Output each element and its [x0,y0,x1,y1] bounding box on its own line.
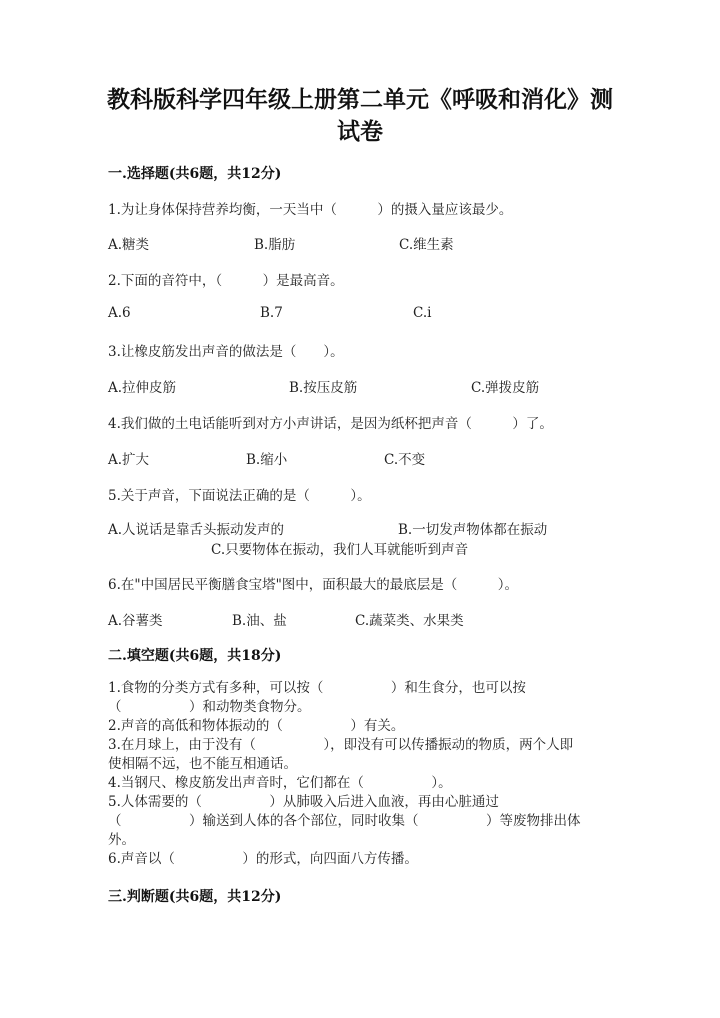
option-c: C.i [413,305,432,321]
fill-question [108,850,618,869]
fill-line: 使相隔不远，也不能互相通话。 [108,756,297,772]
option-a: A.扩大 [108,452,150,468]
fill-question [108,736,618,774]
fill-question [108,793,618,850]
question-text: 3.让橡皮筋发出声音的做法是（ ）。 [108,344,344,360]
fill-question [108,717,618,736]
section-heading-fill: 二.填空题(共6题，共18分) [108,648,282,664]
section-heading-choice: 一.选择题(共6题，共12分) [108,166,282,182]
question-text: 4.我们做的土电话能听到对方小声讲话，是因为纸杯把声音（ ）了。 [108,416,553,432]
fill-line: 外。 [108,832,135,848]
option-c: C.不变 [384,452,426,468]
option-a: A.6 [108,305,131,321]
option-b: B.7 [260,305,283,321]
title-line-2: 试卷 [337,118,383,145]
question-text: 6.在"中国居民平衡膳食宝塔"图中，面积最大的最底层是（ ）。 [108,577,519,593]
option-b: B.油、盐 [232,613,287,629]
title-line-1: 教科版科学四年级上册第二单元《呼吸和消化》测 [107,86,613,113]
option-b: B.缩小 [246,452,288,468]
option-c: C.弹拨皮筋 [471,380,540,396]
option-c: C.只要物体在振动，我们人耳就能听到声音 [211,542,469,558]
option-a: A.人说话是靠舌头振动发声的 [108,522,285,538]
fill-line: （ ）输送到人体的各个部位，同时收集（ ）等废物排出体 [108,813,581,829]
option-a: A.糖类 [108,237,150,253]
fill-line: （ ）和动物类食物分。 [108,699,311,715]
option-c: C.维生素 [399,237,454,253]
fill-question [108,679,618,717]
fill-line: 6.声音以（ ）的形式，向四面八方传播。 [108,851,418,867]
fill-line: 2.声音的高低和物体振动的（ ）有关。 [108,718,405,734]
fill-line: 3.在月球上，由于没有（ ），即没有可以传播振动的物质，两个人即 [108,737,574,753]
option-b: B.按压皮筋 [289,380,358,396]
question-text: 5.关于声音，下面说法正确的是（ ）。 [108,488,371,504]
fill-question [108,774,618,793]
option-c: C.蔬菜类、水果类 [355,613,464,629]
option-b: B.一切发声物体都在振动 [398,522,548,538]
fill-line: 5.人体需要的（ ）从肺吸入后进入血液，再由心脏通过 [108,794,499,810]
option-a: A.谷薯类 [108,613,163,629]
option-b: B.脂肪 [254,237,296,253]
option-a: A.拉伸皮筋 [108,380,177,396]
question-text: 1.为让身体保持营养均衡，一天当中（ ）的摄入量应该最少。 [108,202,513,218]
page-title [100,84,620,148]
fill-line: 1.食物的分类方式有多种，可以按（ ）和生食分，也可以按 [108,680,526,696]
question-text: 2.下面的音符中，（ ）是最高音。 [108,273,344,289]
fill-line: 4.当钢尺、橡皮筋发出声音时，它们都在（ ）。 [108,775,452,791]
section-heading-judge: 三.判断题(共6题，共12分) [108,889,282,905]
